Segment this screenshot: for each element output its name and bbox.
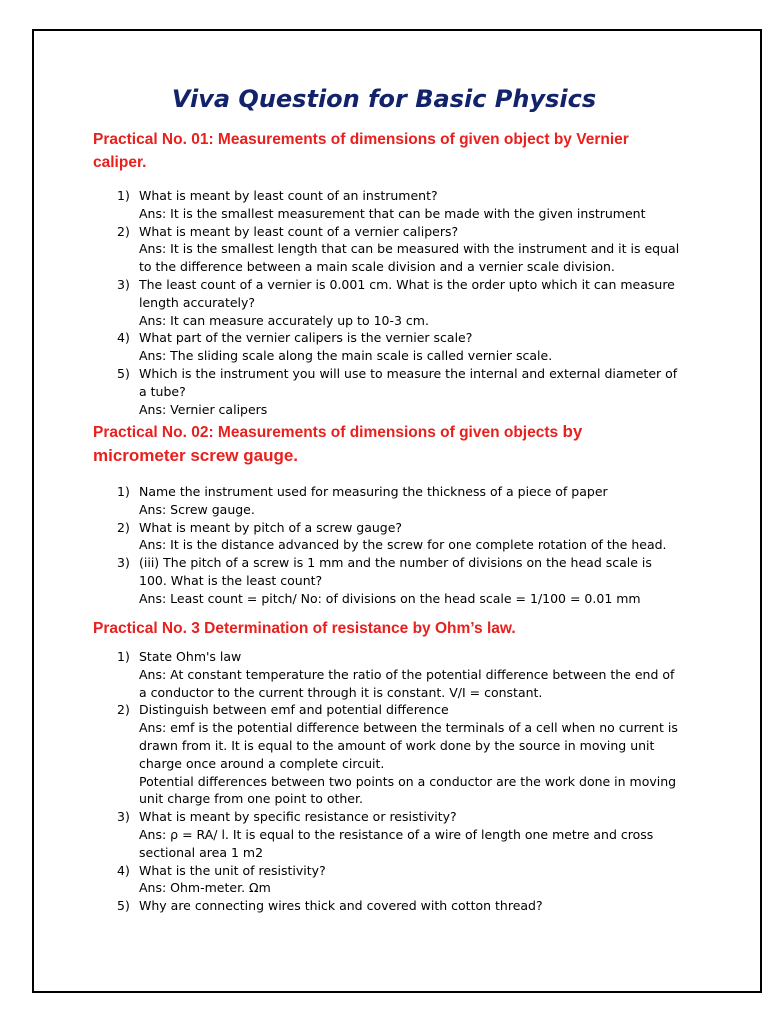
question-text: Which is the instrument you will use to measure the internal and external diameter of a tube? (139, 365, 678, 399)
question-number: 2) (117, 702, 130, 718)
question-number: 1) (117, 188, 130, 203)
answer-text: Ans: ρ = RA/ l. It is equal to the resistance of a wire of length one metre and cross sectional area 1 m2 (139, 826, 654, 860)
question-text: What is meant by specific resistance or resistivity? (139, 809, 457, 825)
answer-text: Ans: The sliding scale along the main scale is called vernier scale. (139, 348, 553, 364)
question-item (93, 554, 683, 607)
section-2-heading (93, 420, 673, 468)
section-2-questions (93, 483, 683, 608)
question-text: Why are connecting wires thick and covered with cotton thread? (139, 898, 543, 914)
question-item (93, 862, 683, 898)
answer-text: Potential differences between two points on a conductor are the work done in moving unit charge from one point to other. (139, 773, 677, 807)
question-item (93, 897, 683, 915)
question-item (93, 483, 683, 519)
question-text: What is meant by pitch of a screw gauge? (139, 519, 403, 535)
question-text: What is meant by least count of a vernier calipers? (139, 223, 459, 239)
answer-text: Ans: It is the smallest length that can be measured with the instrument and it is equal to the difference between a main scale division and a vernier scale division. (139, 241, 680, 275)
question-number: 4) (117, 862, 130, 878)
question-number: 2) (117, 519, 130, 535)
question-item (93, 329, 683, 365)
answer-text: Ans: Least count = pitch/ No: of divisions on the head scale = 1/100 = 0.01 mm (139, 590, 641, 606)
question-number: 3) (117, 276, 130, 292)
question-item (93, 808, 683, 861)
section-2-heading-part: by (562, 422, 583, 441)
section-2-heading-part: Practical No. 02: Measurements of dimensions of given objects (93, 424, 559, 441)
question-number: 4) (117, 330, 130, 346)
section-1-questions (93, 187, 683, 418)
question-item (93, 648, 683, 701)
question-text: What part of the vernier calipers is the vernier scale? (139, 330, 473, 346)
question-number: 1) (117, 484, 130, 499)
section-3-heading: Practical No. 3 Determination of resistance by Ohm’s law. (93, 620, 516, 637)
question-item (93, 223, 683, 276)
question-number: 5) (117, 898, 130, 914)
question-number: 3) (117, 809, 130, 825)
question-number: 3) (117, 555, 130, 571)
question-number: 1) (117, 649, 130, 664)
answer-text: Ans: Ohm-meter. Ωm (139, 880, 271, 896)
question-text: Distinguish between emf and potential difference (139, 702, 449, 718)
question-text: Name the instrument used for measuring the thickness of a piece of paper (139, 484, 608, 499)
answer-text: Ans: Vernier calipers (139, 401, 268, 417)
section-1-heading: Practical No. 01: Measurements of dimensions of given object by Vernier caliper. (93, 131, 629, 171)
answer-text: Ans: It is the distance advanced by the screw for one complete rotation of the head. (139, 537, 667, 553)
question-item (93, 365, 683, 418)
question-text: What is the unit of resistivity? (139, 862, 326, 878)
question-text: State Ohm's law (139, 649, 242, 664)
page-title: Viva Question for Basic Physics (171, 85, 597, 113)
answer-text: Ans: emf is the potential difference between the terminals of a cell when no current is drawn from it. It is equal to the amount of work done by the source in moving unit charge once around a complete circuit. (139, 720, 678, 771)
answer-text: Ans: It is the smallest measurement that can be made with the given instrument (139, 205, 646, 221)
answer-text: Ans: It can measure accurately up to 10-3 cm. (139, 312, 429, 328)
question-item (93, 519, 683, 555)
question-number: 5) (117, 365, 130, 381)
answer-text: Ans: At constant temperature the ratio of the potential difference between the end of a conductor to the current through it is constant. V/I = constant. (139, 666, 675, 700)
question-text: The least count of a vernier is 0.001 cm. What is the order upto which it can measure length accurately? (139, 276, 675, 310)
question-text: What is meant by least count of an instrument? (139, 188, 438, 203)
section-2-heading-part: micrometer screw gauge. (93, 446, 299, 465)
question-item (93, 701, 683, 808)
question-item (93, 187, 683, 223)
question-text: (iii) The pitch of a screw is 1 mm and the number of divisions on the head scale is 100. What is the least count? (139, 555, 652, 588)
question-item (93, 276, 683, 329)
answer-text: Ans: Screw gauge. (139, 501, 255, 517)
question-number: 2) (117, 223, 130, 239)
section-3-questions (93, 648, 683, 915)
